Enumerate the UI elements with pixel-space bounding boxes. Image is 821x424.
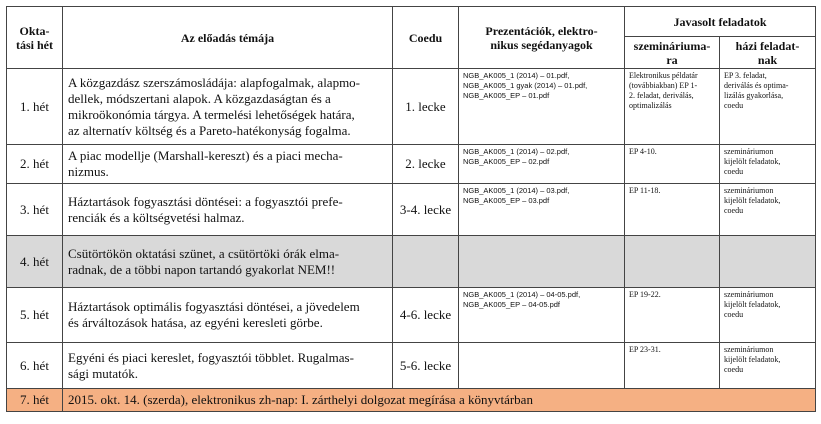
topic-cell: Egyéni és piaci kereslet, fogyasztói többlet. Rugalmas- sági mutatók. — [63, 343, 393, 389]
topic-cell: Háztartások fogyasztási döntései: a fogyasztói prefe- renciák és a költségvetési halmaz. — [63, 184, 393, 236]
presentations-cell: NGB_AK005_1 (2014) – 03.pdf, NGB_AK005_EP – 03.pdf — [459, 184, 625, 236]
seminar-cell: EP 4-10. — [625, 145, 720, 184]
header-presentations: Prezentációk, elektro- nikus segédanyagok — [459, 7, 625, 69]
home-cell: szemináriumon kijelölt feladatok, coedu — [720, 288, 816, 343]
seminar-cell: EP 19-22. — [625, 288, 720, 343]
home-cell — [720, 236, 816, 288]
seminar-cell: Elektronikus példatár (továbbiakban) EP 1- 2. feladat, deriválás, optimalizálás — [625, 69, 720, 145]
table-row — [7, 236, 816, 288]
exam-text: 2015. okt. 14. (szerda), elektronikus zh-nap: I. zárthelyi dolgozat megírása a könyvtárban — [63, 389, 816, 412]
coedu-cell: 5-6. lecke — [393, 343, 459, 389]
coedu-cell — [393, 236, 459, 288]
coedu-cell: 1. lecke — [393, 69, 459, 145]
presentations-cell — [459, 236, 625, 288]
header-tasks: Javasolt feladatok — [625, 7, 816, 37]
home-cell: szemináriumon kijelölt feladatok, coedu — [720, 145, 816, 184]
table-row — [7, 69, 816, 145]
week-cell: 5. hét — [7, 288, 63, 343]
topic-cell: A közgazdász szerszámosládája: alapfogalmak, alapmo- dellek, módszertani alapok. A közgazdaságtan és a mikroökonómia tárgya. A termelési lehetőségek határa, az alternatív költség és a Pareto-hatékonyság fogalma. — [63, 69, 393, 145]
week-cell: 6. hét — [7, 343, 63, 389]
table-row — [7, 184, 816, 236]
home-cell: EP 3. feladat, deriválás és optima- lizálás gyakorlása, coedu — [720, 69, 816, 145]
seminar-cell: EP 23-31. — [625, 343, 720, 389]
presentations-cell — [459, 343, 625, 389]
header-home: házi feladat- nak — [720, 37, 816, 69]
coedu-cell: 2. lecke — [393, 145, 459, 184]
presentations-cell: NGB_AK005_1 (2014) – 01.pdf, NGB_AK005_1 gyak (2014) – 01.pdf, NGB_AK005_EP – 01.pdf — [459, 69, 625, 145]
week-cell: 1. hét — [7, 69, 63, 145]
week-cell: 7. hét — [7, 389, 63, 412]
week-cell: 2. hét — [7, 145, 63, 184]
presentations-cell: NGB_AK005_1 (2014) – 04-05.pdf, NGB_AK005_EP – 04-05.pdf — [459, 288, 625, 343]
table-row — [7, 343, 816, 389]
exam-row — [7, 389, 816, 412]
presentations-cell: NGB_AK005_1 (2014) – 02.pdf, NGB_AK005_EP – 02.pdf — [459, 145, 625, 184]
topic-cell: A piac modellje (Marshall-kereszt) és a piaci mecha- nizmus. — [63, 145, 393, 184]
header-coedu: Coedu — [393, 7, 459, 69]
coedu-cell: 3-4. lecke — [393, 184, 459, 236]
week-cell: 3. hét — [7, 184, 63, 236]
table-row — [7, 145, 816, 184]
coedu-cell: 4-6. lecke — [393, 288, 459, 343]
topic-cell: Háztartások optimális fogyasztási döntései, a jövedelem és árváltozások hatása, az egyéni keresleti görbe. — [63, 288, 393, 343]
header-week: Okta- tási hét — [7, 7, 63, 69]
header-topic: Az előadás témája — [63, 7, 393, 69]
schedule-table — [6, 6, 816, 412]
topic-cell: Csütörtökön oktatási szünet, a csütörtöki órák elma- radnak, de a többi napon tartandó gyakorlat NEM!! — [63, 236, 393, 288]
home-cell: szemináriumon kijelölt feladatok, coedu — [720, 343, 816, 389]
seminar-cell — [625, 236, 720, 288]
seminar-cell: EP 11-18. — [625, 184, 720, 236]
week-cell: 4. hét — [7, 236, 63, 288]
header-seminar: szemináriuma- ra — [625, 37, 720, 69]
table-row — [7, 288, 816, 343]
home-cell: szemináriumon kijelölt feladatok, coedu — [720, 184, 816, 236]
